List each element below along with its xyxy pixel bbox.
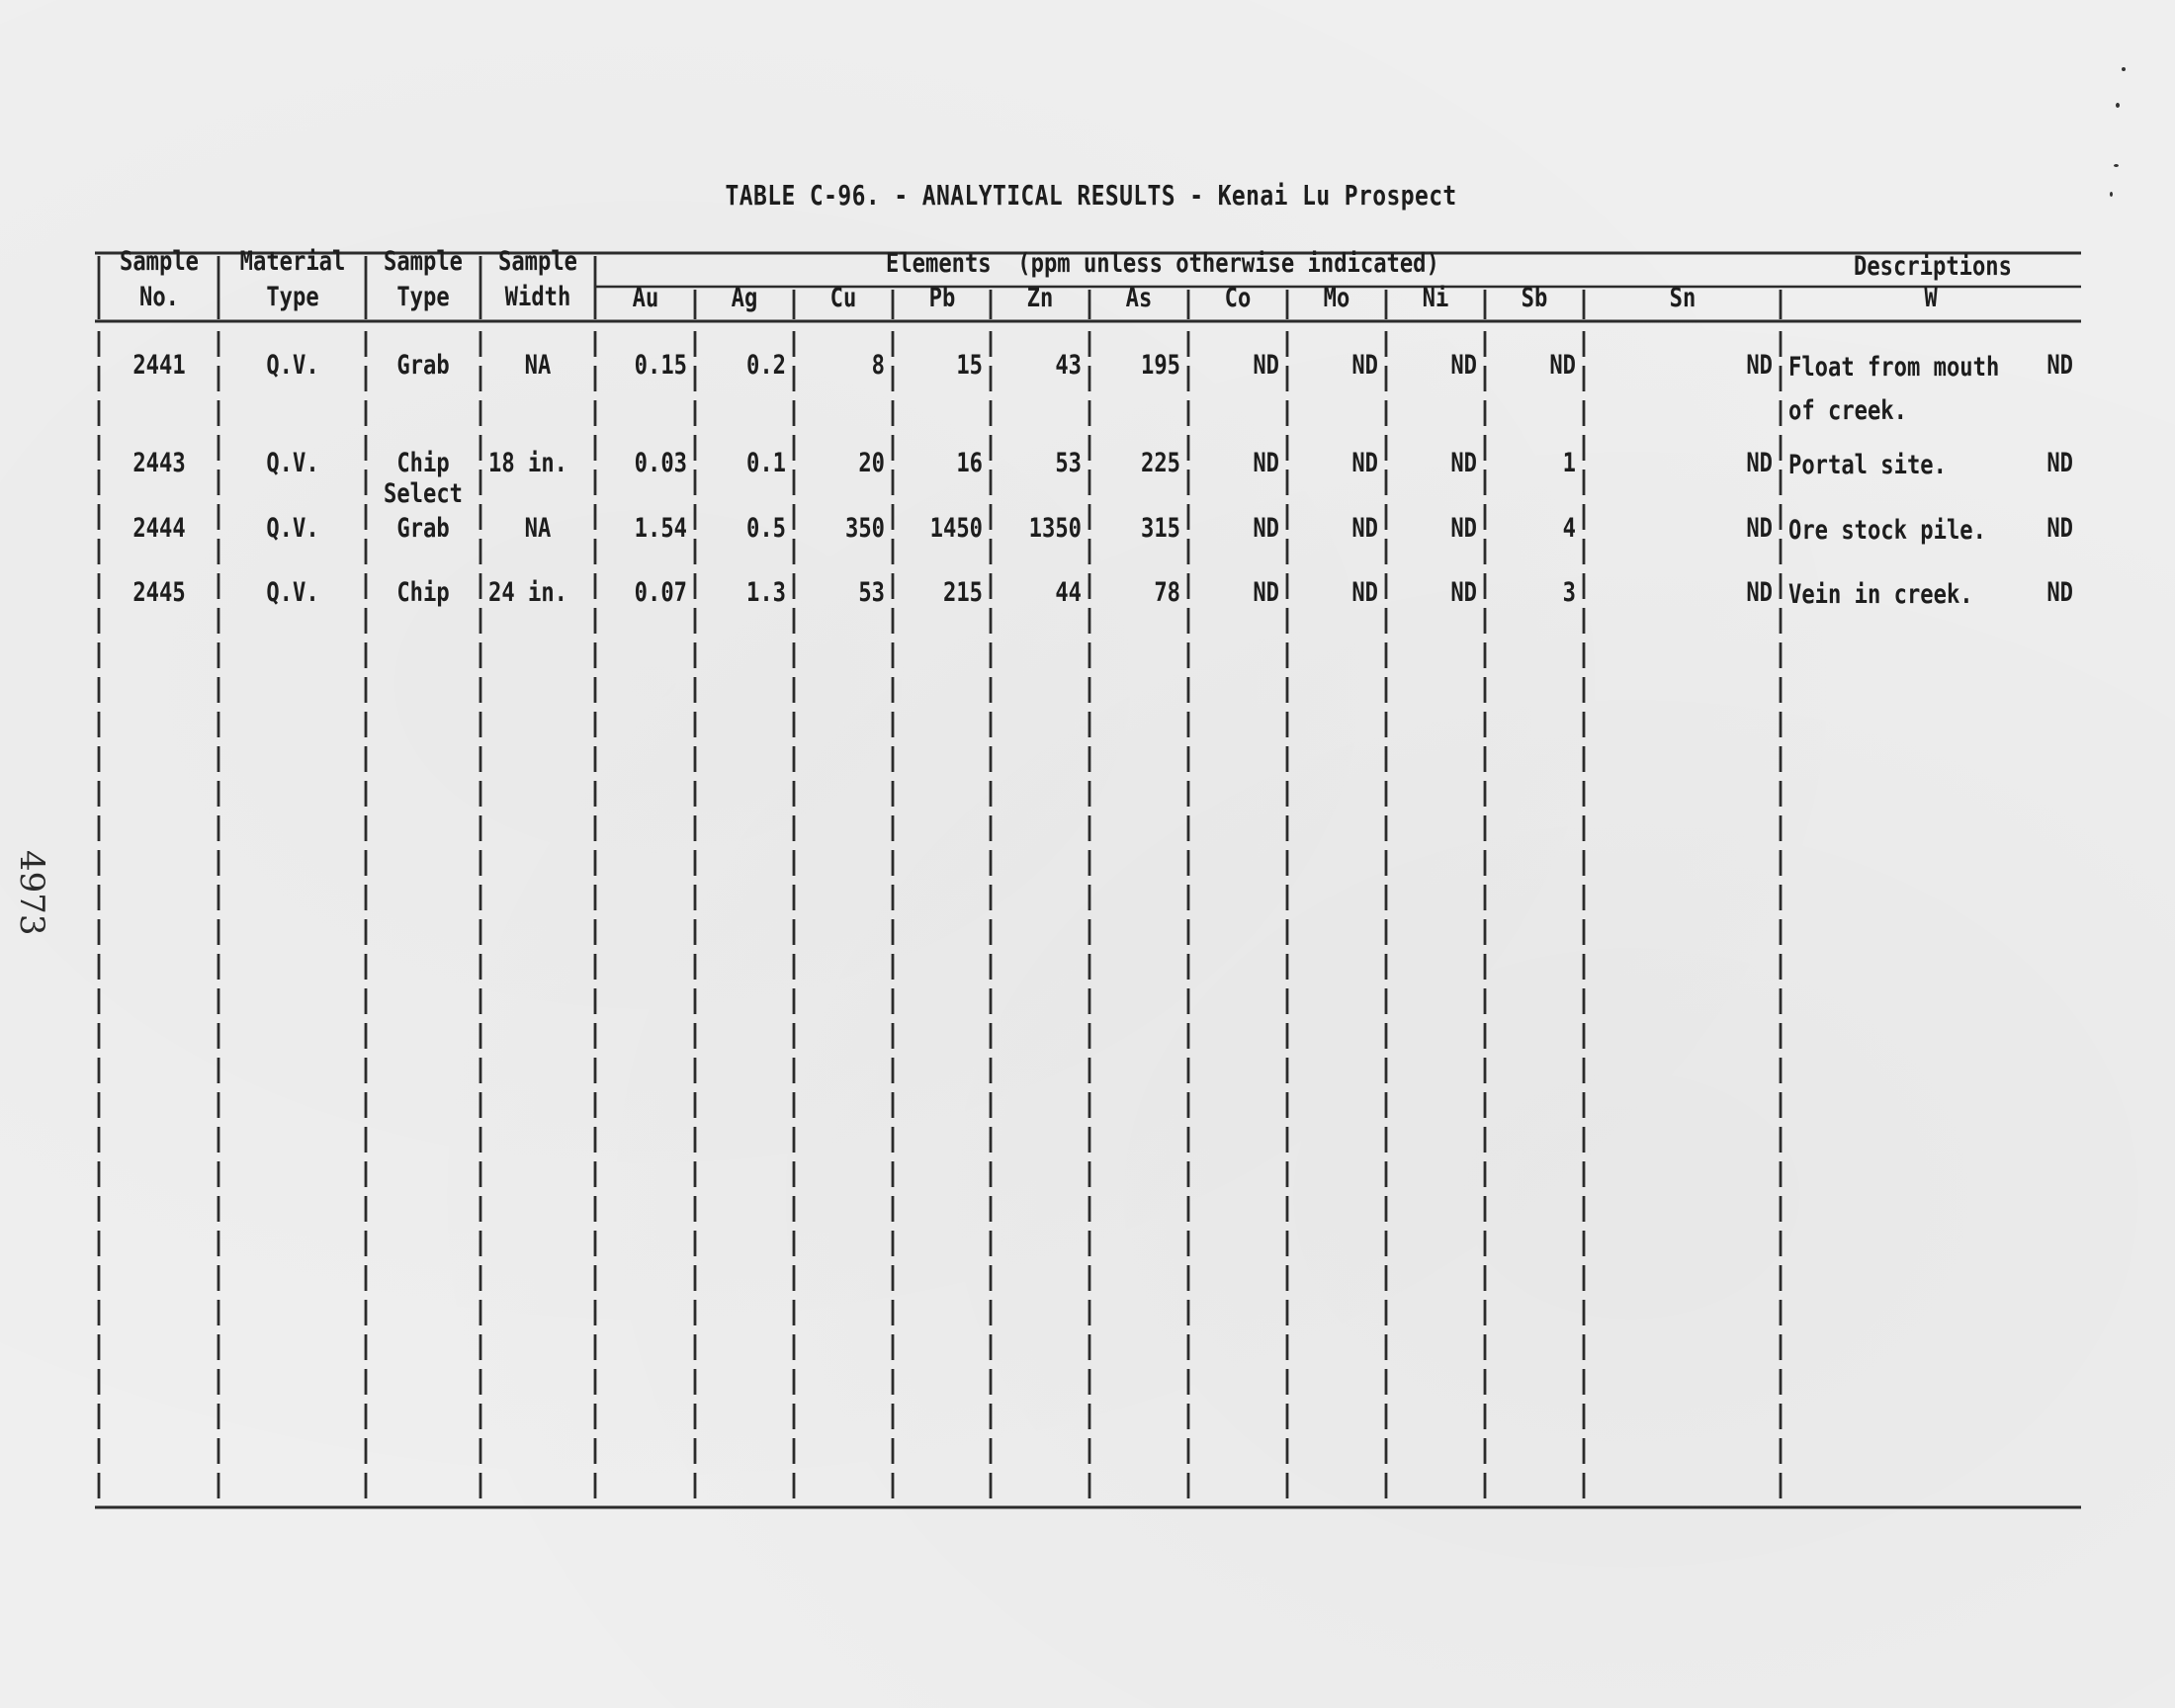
cell-element-value: 0.1: [745, 448, 786, 478]
cell-sample-type: Grab: [396, 350, 450, 381]
cell-element-value: ND: [2046, 350, 2073, 381]
header-element-pb: Pb: [928, 283, 955, 313]
cell-description: of creek.: [1788, 395, 1907, 426]
cell-element-value: 1450: [929, 513, 983, 544]
cell-sample-type-prefix: Select: [383, 478, 463, 509]
header-sample-no: No.: [138, 282, 179, 312]
cell-sample-width: 24 in.: [488, 577, 567, 608]
cell-material-type: Q.V.: [265, 350, 319, 381]
header-element-au: Au: [632, 283, 658, 313]
cell-element-value: ND: [1253, 448, 1279, 478]
cell-element-value: 1: [1562, 448, 1576, 478]
cell-element-value: 44: [1055, 577, 1082, 608]
cell-element-value: ND: [1746, 448, 1773, 478]
cell-element-value: ND: [1253, 513, 1279, 544]
header-elements-caption: Elements (ppm unless otherwise indicated): [886, 248, 1439, 279]
cell-element-value: ND: [2046, 513, 2073, 544]
cell-element-value: ND: [1351, 448, 1378, 478]
cell-element-value: ND: [1746, 350, 1773, 381]
cell-element-value: 0.07: [634, 577, 687, 608]
header-element-ag: Ag: [731, 283, 758, 313]
cell-element-value: ND: [1253, 350, 1279, 381]
cell-element-value: ND: [1450, 577, 1477, 608]
cell-element-value: ND: [1746, 577, 1773, 608]
header-element-co: Co: [1224, 283, 1252, 313]
cell-description: Ore stock pile.: [1788, 515, 1986, 546]
header-sample-no: Sample: [119, 246, 199, 277]
table-title: TABLE C-96. - ANALYTICAL RESULTS - Kenai Lu Prospect: [725, 179, 1457, 212]
cell-element-value: ND: [1253, 577, 1279, 608]
header-sample-type: Sample: [383, 246, 463, 277]
cell-element-value: 8: [871, 350, 885, 381]
cell-element-value: ND: [2046, 577, 2073, 608]
cell-element-value: 1350: [1028, 513, 1082, 544]
cell-sample-type: Chip: [396, 448, 450, 478]
header-sample-type: Type: [396, 282, 450, 312]
cell-element-value: 0.5: [745, 513, 786, 544]
cell-element-value: 53: [1055, 448, 1082, 478]
cell-element-value: 43: [1055, 350, 1082, 381]
cell-element-value: ND: [1450, 350, 1477, 381]
header-material-type: Type: [265, 282, 319, 312]
cell-sample-type: Chip: [396, 577, 450, 608]
cell-element-value: ND: [1450, 513, 1477, 544]
cell-sample-no: 2444: [131, 513, 186, 544]
header-element-cu: Cu: [829, 283, 857, 313]
cell-description: Float from mouth: [1788, 352, 2000, 383]
cell-element-value: 315: [1140, 513, 1180, 544]
cell-element-value: ND: [1351, 577, 1378, 608]
header-element-mo: Mo: [1323, 283, 1350, 313]
cell-description: Portal site.: [1788, 450, 1947, 480]
cell-sample-width: NA: [524, 350, 552, 381]
cell-material-type: Q.V.: [265, 577, 319, 608]
cell-element-value: 225: [1140, 448, 1180, 478]
cell-element-value: 215: [942, 577, 983, 608]
cell-element-value: ND: [1746, 513, 1773, 544]
cell-material-type: Q.V.: [265, 513, 319, 544]
header-sample-width: Sample: [497, 246, 577, 277]
cell-element-value: 0.03: [634, 448, 687, 478]
cell-element-value: ND: [1549, 350, 1576, 381]
header-element-w: W: [1924, 283, 1938, 313]
cell-element-value: 4: [1562, 513, 1576, 544]
cell-description: Vein in creek.: [1788, 579, 1973, 610]
header-element-ni: Ni: [1422, 283, 1449, 313]
cell-sample-width: NA: [524, 513, 552, 544]
cell-sample-width: 18 in.: [488, 448, 567, 478]
header-element-sn: Sn: [1669, 283, 1696, 313]
header-material-type: Material: [239, 246, 345, 277]
cell-element-value: 350: [844, 513, 885, 544]
cell-sample-no: 2441: [131, 350, 186, 381]
header-element-zn: Zn: [1026, 283, 1054, 313]
cell-element-value: 78: [1154, 577, 1180, 608]
cell-sample-type: Grab: [396, 513, 450, 544]
cell-element-value: 195: [1140, 350, 1180, 381]
cell-element-value: 3: [1562, 577, 1576, 608]
cell-sample-no: 2443: [131, 448, 186, 478]
handwritten-page-note: 4973: [12, 850, 51, 936]
cell-element-value: ND: [1351, 513, 1378, 544]
cell-element-value: 0.2: [745, 350, 786, 381]
cell-element-value: 20: [858, 448, 885, 478]
header-descriptions: Descriptions: [1854, 251, 2012, 282]
header-sample-width: Width: [504, 282, 571, 312]
cell-element-value: 16: [956, 448, 983, 478]
header-element-sb: Sb: [1521, 283, 1548, 313]
cell-sample-no: 2445: [131, 577, 186, 608]
cell-element-value: 0.15: [634, 350, 687, 381]
cell-material-type: Q.V.: [265, 448, 319, 478]
cell-element-value: 1.3: [745, 577, 786, 608]
cell-element-value: ND: [1450, 448, 1477, 478]
cell-element-value: ND: [2046, 448, 2073, 478]
cell-element-value: 1.54: [634, 513, 687, 544]
header-element-as: As: [1125, 283, 1153, 313]
cell-element-value: 53: [858, 577, 885, 608]
cell-element-value: ND: [1351, 350, 1378, 381]
cell-element-value: 15: [956, 350, 983, 381]
